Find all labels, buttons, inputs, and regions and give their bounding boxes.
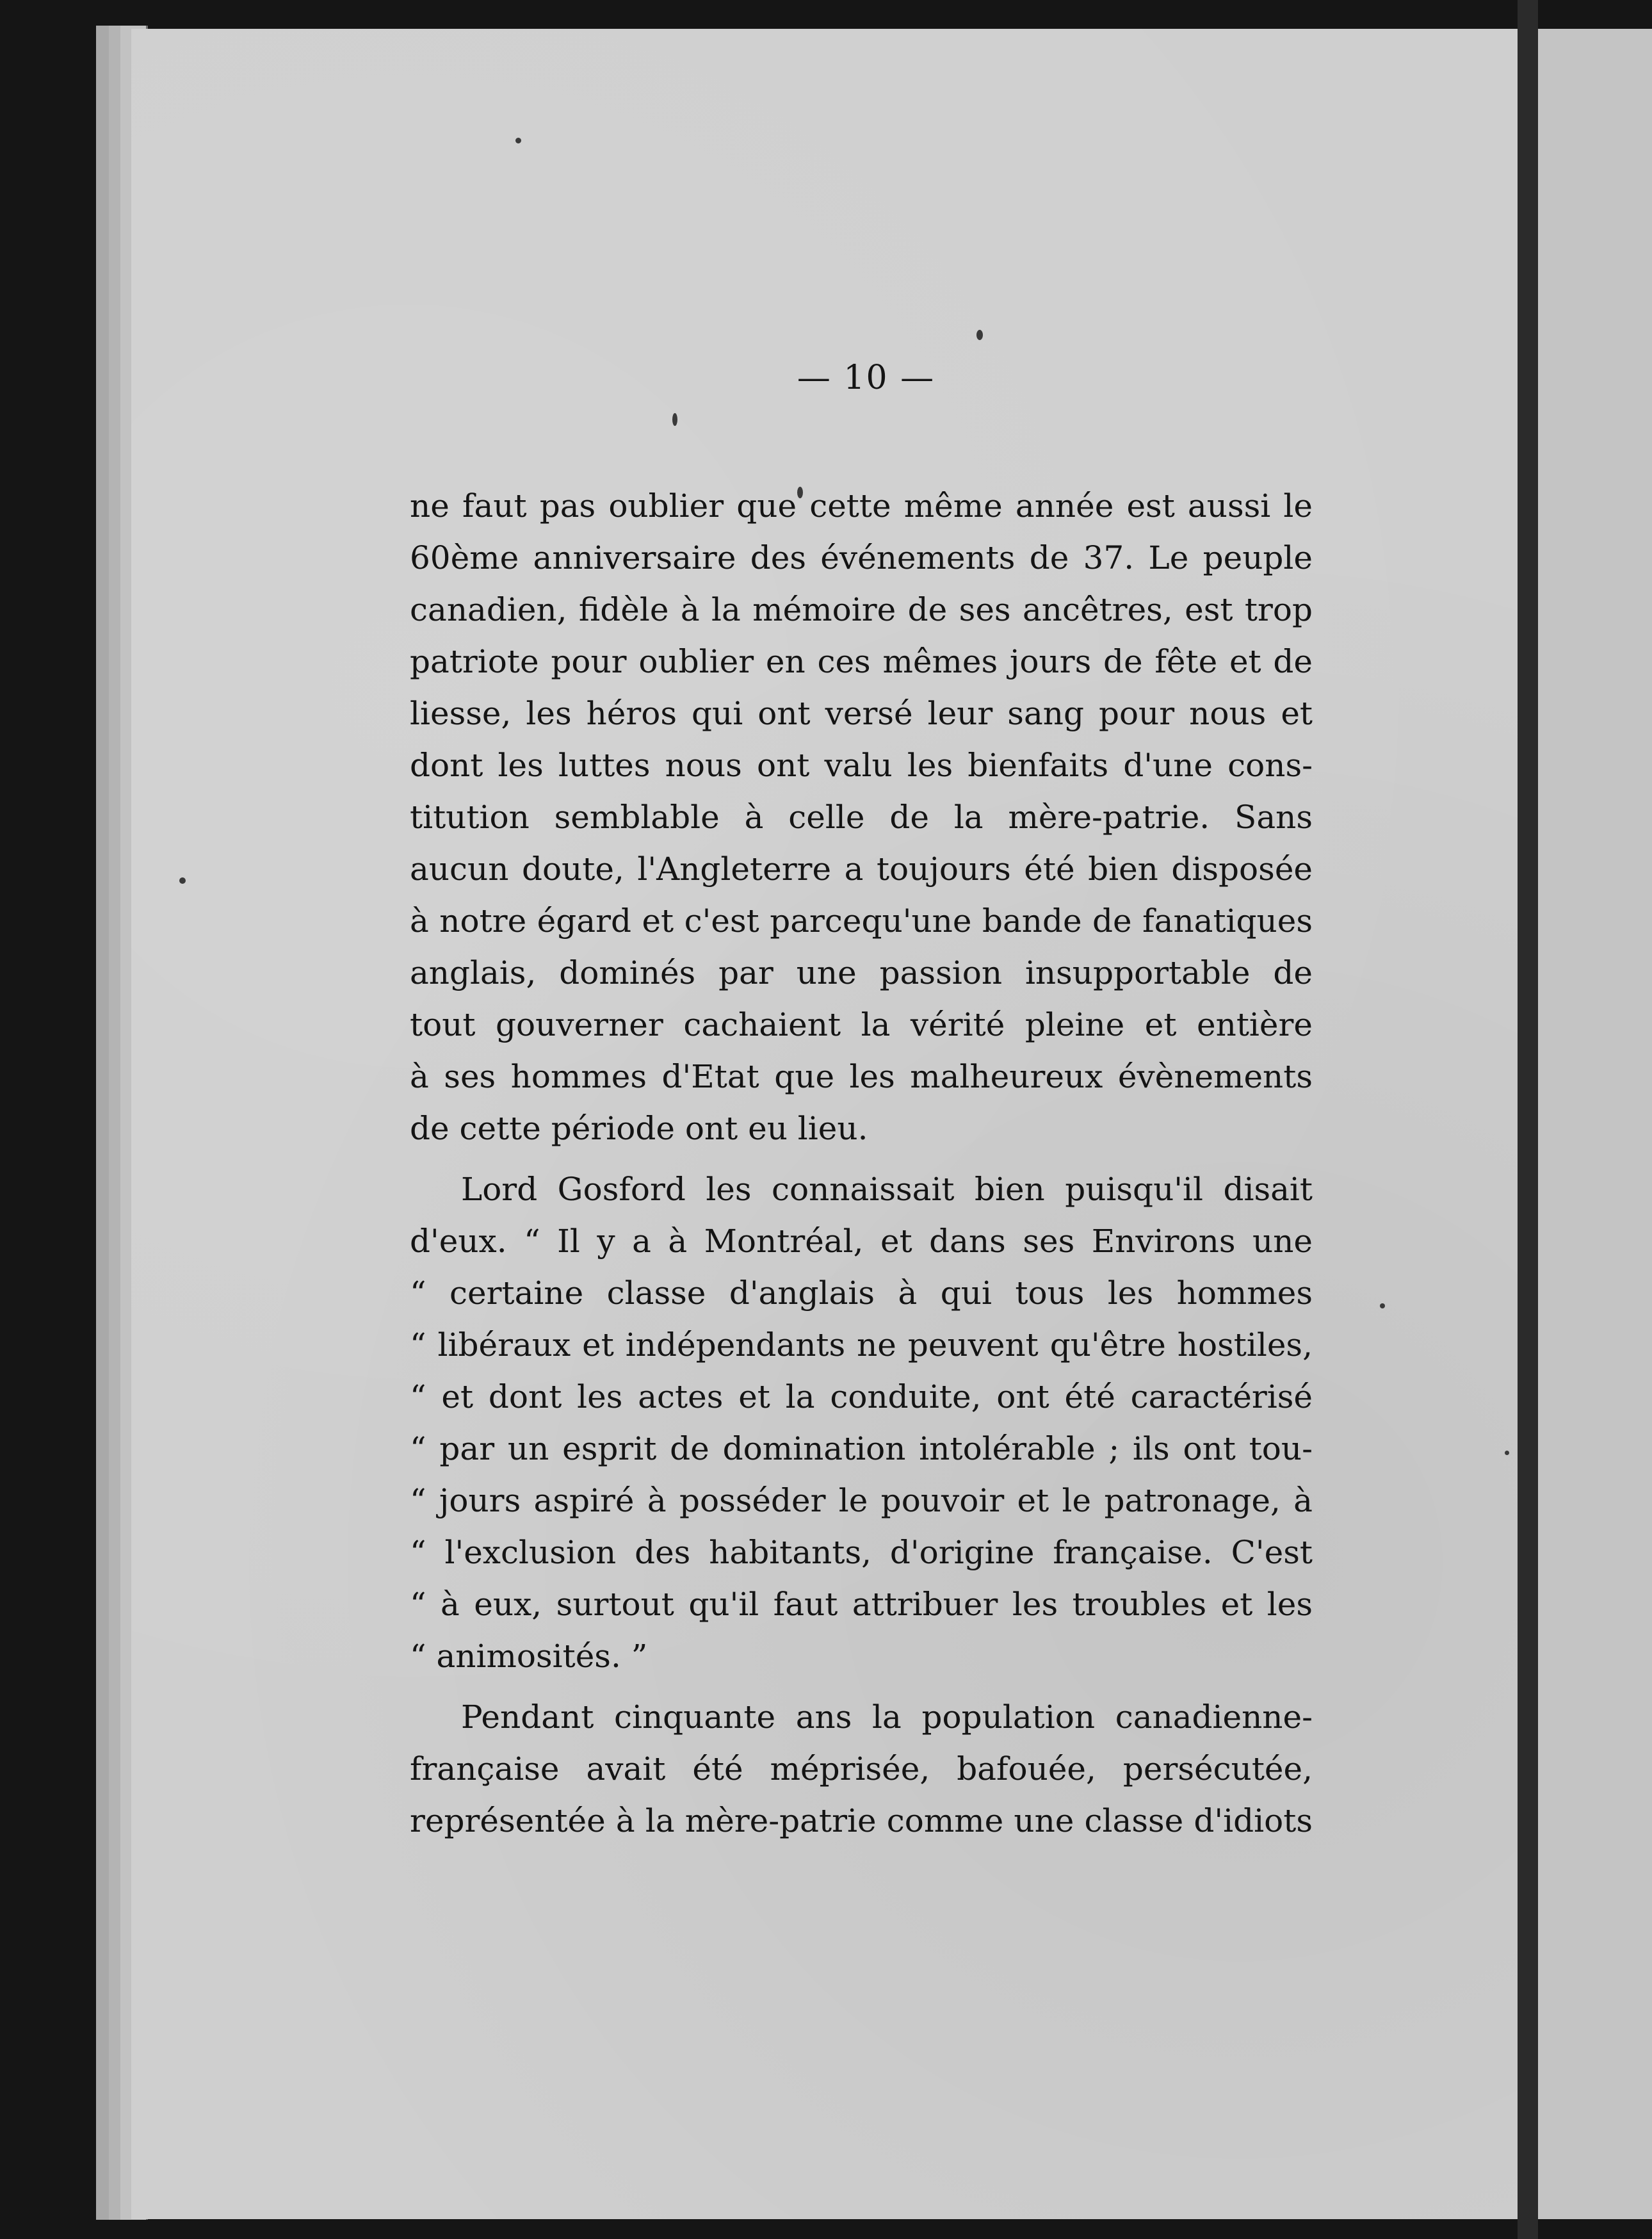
body-text	[410, 480, 1313, 1856]
binding-gutter	[1518, 0, 1538, 2239]
paper-speck	[976, 330, 983, 340]
text-line: Pendant cinquante ans la population canadienne-	[461, 1698, 1313, 1736]
text-line: dont les luttes nous ont valu les bienfaits d'une cons-	[410, 747, 1313, 784]
text-line: ne faut pas oublier que cette même année est aussi le	[410, 487, 1313, 525]
text-line: anglais, dominés par une passion insupportable de	[410, 954, 1313, 991]
adjacent-page	[1538, 29, 1652, 2219]
text-line: 60ème anniversaire des événements de 37. Le peuple	[410, 539, 1313, 576]
paper-speck	[1505, 1451, 1509, 1455]
text-line: liesse, les héros qui ont versé leur sang pour nous et	[410, 695, 1313, 732]
paper-speck	[672, 413, 677, 426]
text-line: titution semblable à celle de la mère-patrie. Sans	[410, 799, 1313, 836]
paragraph	[410, 1164, 1313, 1682]
text-line: “ animosités. ”	[410, 1638, 648, 1675]
paragraph	[410, 1691, 1313, 1847]
text-line: “ et dont les actes et la conduite, ont été caractérisé	[410, 1378, 1313, 1415]
text-line: française avait été méprisée, bafouée, persécutée,	[410, 1750, 1313, 1787]
text-line: “ libéraux et indépendants ne peuvent qu'être hostiles,	[410, 1326, 1313, 1364]
text-line: “ certaine classe d'anglais à qui tous les hommes	[410, 1274, 1313, 1312]
paper-speck	[1380, 1303, 1385, 1308]
paragraph	[410, 480, 1313, 1155]
text-line: tout gouverner cachaient la vérité pleine et entière	[410, 1006, 1313, 1043]
text-line: “ jours aspiré à posséder le pouvoir et le patronage, à	[410, 1482, 1313, 1519]
text-line: d'eux. “ Il y a à Montréal, et dans ses Environs une	[410, 1223, 1313, 1260]
text-line: aucun doute, l'Angleterre a toujours été bien disposée	[410, 851, 1313, 888]
text-line: de cette période ont eu lieu.	[410, 1110, 868, 1147]
text-line: “ l'exclusion des habitants, d'origine française. C'est	[410, 1534, 1313, 1571]
page-number: — 10 —	[797, 359, 935, 397]
text-line: canadien, fidèle à la mémoire de ses ancêtres, est trop	[410, 591, 1313, 628]
text-line: à ses hommes d'Etat que les malheureux évènements	[410, 1058, 1313, 1095]
text-line: Lord Gosford les connaissait bien puisqu'il disait	[461, 1171, 1313, 1208]
text-line: à notre égard et c'est parcequ'une bande de fanatiques	[410, 902, 1313, 940]
text-line: patriote pour oublier en ces mêmes jours de fête et de	[410, 643, 1313, 680]
paper-speck	[515, 138, 521, 143]
text-line: représentée à la mère-patrie comme une classe d'idiots	[410, 1802, 1313, 1839]
text-line: “ à eux, surtout qu'il faut attribuer les troubles et les	[410, 1586, 1313, 1623]
paper-speck	[179, 877, 186, 884]
text-line: “ par un esprit de domination intolérable ; ils ont tou-	[410, 1430, 1313, 1467]
